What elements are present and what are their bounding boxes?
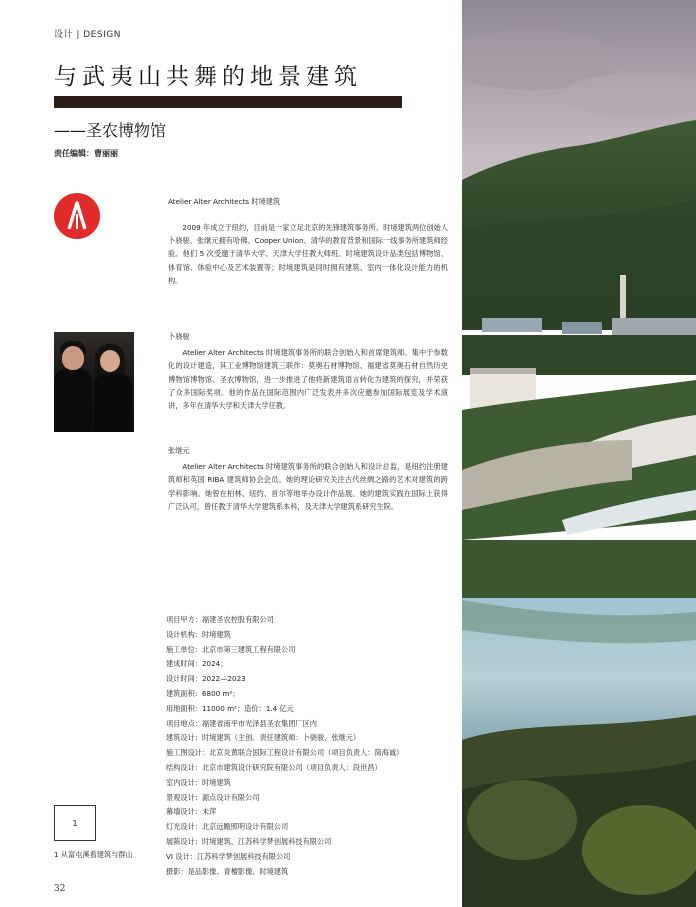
credit-line: 施工图设计：北京炎黄联合国际工程设计有限公司（项目负责人：简海诚） — [166, 748, 404, 758]
person-name: 卜骁骏 — [168, 332, 190, 341]
article-subtitle: ——圣农博物馆 — [54, 121, 167, 140]
credit-line: 施工单位：北京市第三建筑工程有限公司 — [166, 644, 296, 654]
firm-name: Atelier Alter Architects 时境建筑 — [168, 197, 281, 206]
museum-landscape-image — [462, 0, 696, 907]
title-underline-bar — [54, 96, 402, 108]
credit-line: 项目地点：福建省南平市光泽县圣农集团厂区内 — [166, 718, 317, 728]
article-title: 与武夷山共舞的地景建筑 — [54, 64, 362, 90]
credit-line: 设计时间：2022—2023 — [166, 674, 246, 684]
page-number: 32 — [54, 884, 66, 894]
credit-line: 幕墙设计：未萍 — [166, 807, 217, 817]
credit-line: 建成时间：2024； — [166, 659, 228, 669]
person-bio: Atelier Alter Architects 时境建筑事务所的联合创始人和设计总监，是纽约注册建筑师和英国 RIBA 建筑师协会会员。她的理论研究关注古代丝绸之路的艺术对建筑的跨学科影响。她曾在柏林、纽约、首尔等地举办设计作品展。她的建筑实践在国际上获得广泛认可，曾任教于清华大学建筑系本科，及天津大学建筑系研究生院。 — [168, 462, 448, 511]
firm-logo — [54, 193, 100, 239]
credit-line: 建筑面积：6800 m²； — [166, 688, 240, 698]
founders-portrait — [54, 332, 134, 432]
firm-intro-block — [168, 221, 448, 287]
credit-line: 摄影：是品影像、青檀影像、时境建筑 — [166, 866, 289, 876]
credit-line: 用地面积：11000 m²；造价：1.4 亿元 — [166, 703, 294, 713]
person-bio-block — [168, 330, 448, 412]
landscape-photo — [462, 0, 696, 907]
firm-logo-a-icon — [54, 193, 100, 239]
credit-line: 灯光设计：北京远瞻照明设计有限公司 — [166, 822, 289, 832]
credit-line: 设计机构：时境建筑 — [166, 629, 231, 639]
figure-caption: 1 从富屯溪看建筑与群山 — [54, 850, 133, 859]
credit-line: 项目甲方：福建圣农控股有限公司 — [166, 615, 274, 624]
firm-intro: 2009 年成立于纽约，目前是一家立足北京的先锋建筑事务所。时境建筑两位创始人卜骁骏、张继元拥有哈佛、Cooper Union、清华的教育背景和国际一线事务所建筑师经验。他们 5 次受邀于清华大学、天津大学任教大师班。时境建筑设计品类包括博物馆、体育馆、体验中心及艺术装置等；时境建筑是同时拥有建筑、室内一体化设计能力的机构。 — [168, 223, 448, 285]
credit-line: 展陈设计：时境建筑、江苏科学梦创展科技有限公司 — [166, 836, 332, 846]
credit-line: 室内设计：时境建筑 — [166, 777, 231, 787]
person-bio-block — [168, 444, 448, 513]
section-tag: 设计 | DESIGN — [54, 30, 121, 40]
person-name: 张继元 — [168, 446, 190, 455]
project-credits — [166, 613, 466, 879]
responsible-editor: 责任编辑：曹丽丽 — [54, 149, 118, 158]
credit-line: 结构设计：北京市建筑设计研究院有限公司（项目负责人：段世昌） — [166, 762, 382, 772]
credit-line: 景观设计：源点设计有限公司 — [166, 792, 260, 802]
credit-line: VI 设计：江苏科学梦创展科技有限公司 — [166, 851, 291, 861]
figure-number-box: 1 — [54, 805, 96, 841]
person-bio: Atelier Alter Architects 时境建筑事务所的联合创始人和首席建筑师。集中于参数化的设计建造，其工业博物馆建筑三联作：莫奥石材博物馆、福建省莫奥石材自然历史博物馆博物馆、圣农博物馆，进一步推进了他将新建筑语言转化为建筑的探究，并荣获了众多国际奖项。他的作品在国际范围内广泛发表并多次应邀参加国际展览及学术演讲，多年在清华大学和天津大学任教。 — [168, 348, 448, 411]
credit-line: 建筑设计：时境建筑（主创、责任建筑师：卜骁骏、张继元） — [166, 733, 361, 743]
